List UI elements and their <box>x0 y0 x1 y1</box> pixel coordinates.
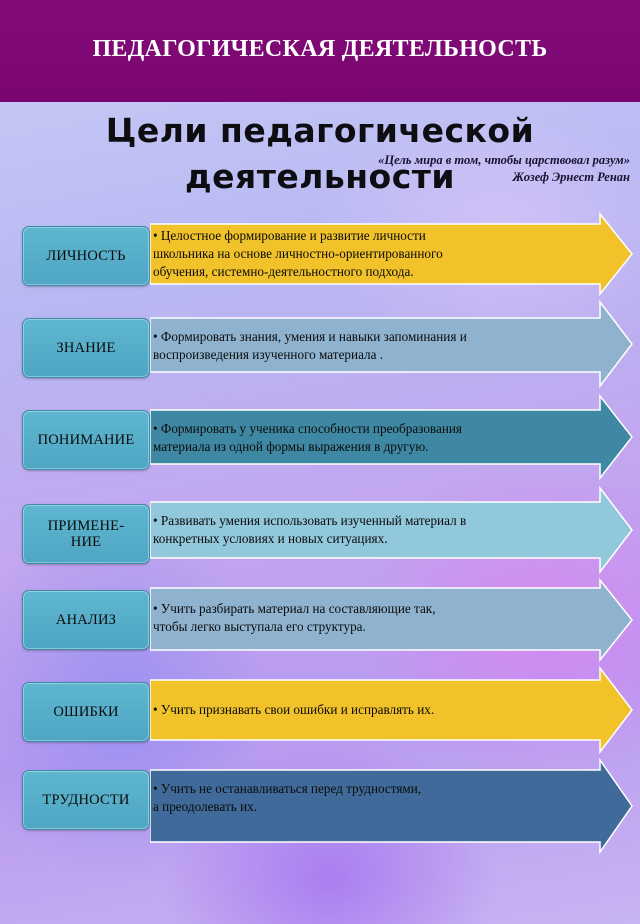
goal-text-line: воспроизведения изученного материала . <box>153 347 384 362</box>
goal-label-text: ОШИБКИ <box>53 704 119 720</box>
goal-label-application <box>22 504 150 564</box>
goal-label-text: АНАЛИЗ <box>55 612 117 628</box>
goal-label-text <box>48 518 125 550</box>
goal-text-line: • Учить не останавливаться перед трудностями, <box>153 781 422 796</box>
goal-arrow-knowledge <box>150 298 634 390</box>
goal-arrow-application <box>150 484 634 576</box>
goal-arrow-personality <box>150 212 634 296</box>
header-bar <box>0 0 640 102</box>
goal-row-analysis <box>0 578 640 664</box>
goal-text-understanding <box>153 420 595 456</box>
goal-text-application <box>153 512 595 548</box>
goal-label-understanding <box>22 410 150 470</box>
goal-text-personality <box>153 227 595 281</box>
goal-text-line: • Формировать знания, умения и навыки запоминания и <box>153 329 467 344</box>
goal-row-mistakes <box>0 666 640 754</box>
goal-text-line: • Учить разбирать материал на составляющие так, <box>153 601 436 616</box>
goal-label-difficulties <box>22 770 150 830</box>
goal-label-text: ПОНИМАНИЕ <box>37 432 135 448</box>
goal-label-mistakes <box>22 682 150 742</box>
goal-text-line: • Формировать у ученика способности преобразования <box>153 421 462 436</box>
goal-text-line: материала из одной формы выражения в другую. <box>153 439 429 454</box>
goal-row-application <box>0 484 640 576</box>
goal-arrow-mistakes <box>150 666 634 754</box>
goal-text-line: • Развивать умения использовать изученный материал в <box>153 513 467 528</box>
epigraph <box>270 152 630 186</box>
goal-label-analysis <box>22 590 150 650</box>
goal-text-line: конкретных условиях и новых ситуациях. <box>153 531 388 546</box>
goal-arrow-analysis <box>150 578 634 664</box>
goal-row-personality <box>0 212 640 296</box>
goal-text-line: школьника на основе личностно-ориентированного <box>153 246 443 261</box>
goal-text-mistakes <box>153 701 595 719</box>
goal-row-understanding <box>0 392 640 482</box>
goal-arrow-difficulties <box>150 758 634 858</box>
goal-label-knowledge <box>22 318 150 378</box>
goal-arrow-understanding <box>150 392 634 482</box>
heading-line-2: деятельности <box>184 157 456 196</box>
header-title: ПЕДАГОГИЧЕСКАЯ ДЕЯТЕЛЬНОСТЬ <box>92 36 548 62</box>
epigraph-author: Жозеф Эрнест Ренан <box>512 170 630 184</box>
goal-row-difficulties <box>0 758 640 858</box>
goal-label-text: ТРУДНОСТИ <box>42 792 130 808</box>
goal-text-line: чтобы легко выступала его структура. <box>153 619 366 634</box>
goal-text-knowledge <box>153 328 595 364</box>
heading-line-1: Цели педагогической <box>105 111 535 150</box>
goal-label-line: НИЕ <box>70 534 102 550</box>
goal-text-line: обучения, системно-деятельностного подхода. <box>153 264 414 279</box>
goal-text-line: • Учить признавать свои ошибки и исправлять их. <box>153 702 435 717</box>
goal-label-text: ЗНАНИЕ <box>56 340 116 356</box>
goal-text-difficulties <box>153 780 595 816</box>
goal-text-line: а преодолевать их. <box>153 799 258 814</box>
goal-label-personality <box>22 226 150 286</box>
goal-text-analysis <box>153 600 595 636</box>
goal-label-text: ЛИЧНОСТЬ <box>46 248 126 264</box>
goal-label-line: ПРИМЕНЕ- <box>47 518 125 534</box>
epigraph-text: «Цель мира в том, чтобы царствовал разум» <box>378 153 630 167</box>
goal-row-knowledge <box>0 298 640 390</box>
goal-text-line: • Целостное формирование и развитие личности <box>153 228 426 243</box>
